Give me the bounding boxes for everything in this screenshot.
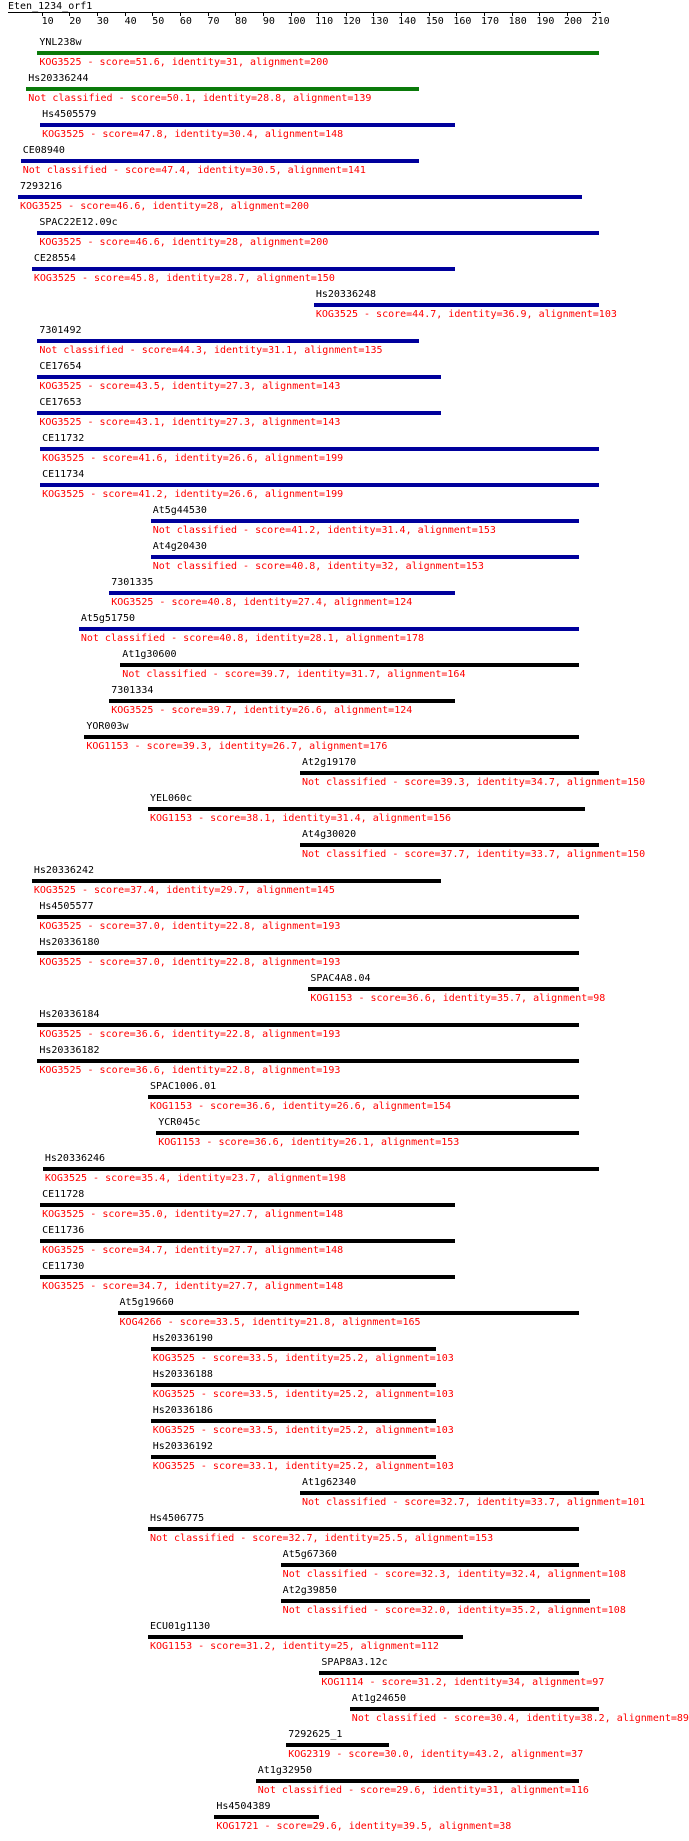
hit-bar[interactable]: [43, 1167, 599, 1171]
hit-name[interactable]: YCR045c: [158, 1117, 201, 1128]
hit-bar[interactable]: [151, 519, 580, 523]
hit-annotation: KOG3525 - score=41.2, identity=26.6, alignment=199: [42, 489, 344, 500]
hit-bar[interactable]: [118, 1311, 580, 1315]
hit-annotation: Not classified - score=32.0, identity=35.2, alignment=108: [282, 1605, 626, 1616]
axis-tick-label: 120: [342, 16, 361, 27]
hit-bar[interactable]: [308, 987, 579, 991]
hit-name[interactable]: CE11728: [42, 1189, 85, 1200]
hit-bar[interactable]: [32, 267, 455, 271]
hit-annotation: Not classified - score=40.8, identity=28.1, alignment=178: [80, 633, 424, 644]
hit-name[interactable]: At1g24650: [351, 1693, 406, 1704]
hit-annotation: KOG3525 - score=33.5, identity=25.2, alignment=103: [152, 1425, 454, 1436]
hit-bar[interactable]: [286, 1743, 388, 1747]
hit-bar[interactable]: [350, 1707, 599, 1711]
axis-tick-label: 20: [69, 16, 82, 27]
hit-name[interactable]: Hs20336186: [152, 1405, 213, 1416]
hit-annotation: KOG4266 - score=33.5, identity=21.8, alignment=165: [119, 1317, 421, 1328]
hit-bar[interactable]: [319, 1671, 579, 1675]
hit-name[interactable]: CE11730: [42, 1261, 85, 1272]
hit-bar[interactable]: [79, 627, 579, 631]
hit-name[interactable]: At2g19170: [302, 757, 357, 768]
axis-tick-label: 90: [262, 16, 275, 27]
hit-annotation: KOG1153 - score=39.3, identity=26.7, alignment=176: [86, 741, 388, 752]
axis-tick-label: 130: [370, 16, 389, 27]
hit-bar[interactable]: [40, 483, 599, 487]
axis-tick-label: 30: [96, 16, 109, 27]
hit-bar[interactable]: [148, 1095, 579, 1099]
axis-tick-label: 110: [315, 16, 334, 27]
hit-annotation: KOG3525 - score=45.8, identity=28.7, alignment=150: [33, 273, 335, 284]
hit-name[interactable]: Hs4505577: [39, 901, 94, 912]
hit-name[interactable]: ECU01g1130: [149, 1621, 211, 1632]
hit-name[interactable]: Hs20336244: [28, 73, 89, 84]
hit-name[interactable]: At4g20430: [152, 541, 207, 552]
hit-annotation: Not classified - score=32.7, identity=33.7, alignment=101: [302, 1497, 646, 1508]
hit-name[interactable]: At1g62340: [302, 1477, 357, 1488]
hit-bar[interactable]: [21, 159, 419, 163]
hit-bar[interactable]: [151, 1419, 436, 1423]
hit-annotation: Not classified - score=41.2, identity=31.4, alignment=153: [152, 525, 496, 536]
axis-tick-label: 170: [481, 16, 500, 27]
axis-tick-label: 180: [508, 16, 527, 27]
hit-name[interactable]: 7301334: [111, 685, 154, 696]
hit-name[interactable]: YOR003w: [86, 721, 129, 732]
hit-bar[interactable]: [32, 879, 441, 883]
hit-bar[interactable]: [281, 1563, 580, 1567]
hit-name[interactable]: At5g44530: [152, 505, 207, 516]
hit-name[interactable]: Hs4504389: [216, 1801, 271, 1812]
hit-bar[interactable]: [84, 735, 579, 739]
hit-bar[interactable]: [120, 663, 579, 667]
hit-name[interactable]: Hs20336246: [44, 1153, 106, 1164]
hit-name[interactable]: At5g67360: [282, 1549, 337, 1560]
hit-bar[interactable]: [314, 303, 599, 307]
axis-tick-label: 160: [453, 16, 472, 27]
axis-tick-label: 210: [591, 16, 610, 27]
axis-tick-label: 140: [398, 16, 417, 27]
hit-name[interactable]: At4g30020: [302, 829, 357, 840]
hit-name[interactable]: At2g39850: [282, 1585, 337, 1596]
hit-annotation: KOG2319 - score=30.0, identity=43.2, alignment=37: [288, 1749, 584, 1760]
hit-name[interactable]: CE08940: [22, 145, 65, 156]
hit-annotation: KOG1153 - score=38.1, identity=31.4, alignment=156: [149, 813, 451, 824]
hit-annotation: Not classified - score=39.7, identity=31.7, alignment=164: [122, 669, 466, 680]
hit-annotation: KOG3525 - score=43.1, identity=27.3, alignment=143: [39, 417, 341, 428]
hit-name[interactable]: Hs20336188: [152, 1369, 213, 1380]
axis-tick-label: 50: [152, 16, 165, 27]
hit-annotation: Not classified - score=44.3, identity=31.1, alignment=135: [39, 345, 383, 356]
hit-name[interactable]: CE11732: [42, 433, 85, 444]
hit-annotation: Not classified - score=39.3, identity=34.7, alignment=150: [302, 777, 646, 788]
hit-name[interactable]: SPAC4A8.04: [310, 973, 371, 984]
hit-annotation: KOG1153 - score=36.6, identity=26.6, alignment=154: [149, 1101, 451, 1112]
axis-tick-label: 100: [287, 16, 306, 27]
hit-bar[interactable]: [37, 1023, 579, 1027]
hit-annotation: Not classified - score=32.3, identity=32.4, alignment=108: [282, 1569, 626, 1580]
hit-name[interactable]: At5g19660: [119, 1297, 174, 1308]
hit-annotation: KOG3525 - score=46.6, identity=28, alignment=200: [39, 237, 329, 248]
axis-tick-label: 70: [207, 16, 220, 27]
hit-name[interactable]: 7301492: [39, 325, 82, 336]
hit-name[interactable]: Hs20336242: [33, 865, 95, 876]
hit-name[interactable]: Hs20336248: [315, 289, 377, 300]
query-name: Eten_1234_orf1: [8, 1, 93, 12]
hit-bar[interactable]: [37, 51, 598, 55]
hit-annotation: KOG3525 - score=33.1, identity=25.2, alignment=103: [152, 1461, 454, 1472]
hit-annotation: KOG1721 - score=29.6, identity=39.5, alignment=38: [216, 1821, 512, 1832]
hit-bar[interactable]: [151, 555, 580, 559]
hit-bar[interactable]: [214, 1815, 319, 1819]
hit-bar[interactable]: [37, 339, 419, 343]
hit-annotation: KOG3525 - score=35.0, identity=27.7, alignment=148: [42, 1209, 344, 1220]
hit-name[interactable]: YNL238w: [39, 37, 82, 48]
hit-annotation: KOG3525 - score=40.8, identity=27.4, alignment=124: [111, 597, 413, 608]
hit-bar[interactable]: [40, 447, 599, 451]
hit-annotation: Not classified - score=30.4, identity=38.2, alignment=89: [351, 1713, 689, 1724]
hit-name[interactable]: SPAC22E12.09c: [39, 217, 118, 228]
hit-bar[interactable]: [151, 1347, 436, 1351]
hit-bar[interactable]: [256, 1779, 580, 1783]
hit-bar[interactable]: [156, 1131, 579, 1135]
hit-bar[interactable]: [18, 195, 582, 199]
hit-annotation: KOG3525 - score=37.0, identity=22.8, alignment=193: [39, 957, 341, 968]
hit-bar[interactable]: [37, 375, 441, 379]
hit-name[interactable]: 7301335: [111, 577, 154, 588]
hit-bar[interactable]: [109, 699, 455, 703]
hit-bar[interactable]: [40, 123, 455, 127]
hit-annotation: KOG3525 - score=51.6, identity=31, alignment=200: [39, 57, 329, 68]
hit-bar[interactable]: [300, 771, 599, 775]
hit-bar[interactable]: [37, 1059, 579, 1063]
hit-annotation: Not classified - score=40.8, identity=32, alignment=153: [152, 561, 484, 572]
hit-name[interactable]: Hs20336192: [152, 1441, 213, 1452]
hit-name[interactable]: YEL060c: [149, 793, 193, 804]
hit-name[interactable]: CE11736: [42, 1225, 85, 1236]
hit-annotation: KOG1153 - score=36.6, identity=35.7, alignment=98: [310, 993, 606, 1004]
hit-annotation: KOG1153 - score=31.2, identity=25, alignment=112: [149, 1641, 439, 1652]
hit-annotation: KOG3525 - score=39.7, identity=26.6, alignment=124: [111, 705, 413, 716]
hit-name[interactable]: Hs4506775: [149, 1513, 205, 1524]
hit-name[interactable]: Hs20336184: [39, 1009, 100, 1020]
hit-annotation: KOG3525 - score=41.6, identity=26.6, alignment=199: [42, 453, 344, 464]
hit-bar[interactable]: [148, 1527, 579, 1531]
hit-bar[interactable]: [300, 1491, 599, 1495]
hit-annotation: KOG3525 - score=37.4, identity=29.7, alignment=145: [33, 885, 335, 896]
axis-tick-label: 200: [563, 16, 583, 27]
hit-name[interactable]: CE17653: [39, 397, 82, 408]
axis-tick-label: 60: [179, 16, 192, 27]
axis-tick-label: 190: [536, 16, 555, 27]
hit-name[interactable]: At1g30600: [122, 649, 177, 660]
hit-bar[interactable]: [37, 231, 598, 235]
hit-name[interactable]: At5g51750: [80, 613, 136, 624]
hit-annotation: KOG3525 - score=36.6, identity=22.8, alignment=193: [39, 1029, 341, 1040]
hit-name[interactable]: SPAC1006.01: [149, 1081, 217, 1092]
hit-annotation: KOG3525 - score=46.6, identity=28, alignment=200: [20, 201, 309, 212]
hit-name[interactable]: SPAP8A3.12c: [321, 1657, 388, 1668]
hit-bar[interactable]: [40, 1203, 455, 1207]
hit-bar[interactable]: [148, 1635, 463, 1639]
hit-annotation: KOG1114 - score=31.2, identity=34, alignment=97: [321, 1677, 605, 1688]
hit-bar[interactable]: [26, 87, 419, 91]
axis-tick-label: 150: [425, 16, 444, 27]
hit-name[interactable]: 7292625_1: [288, 1729, 343, 1740]
hit-name[interactable]: CE17654: [39, 361, 82, 372]
hit-name[interactable]: Hs20336190: [152, 1333, 213, 1344]
hit-annotation: KOG1153 - score=36.6, identity=26.1, alignment=153: [158, 1137, 460, 1148]
hit-annotation: KOG3525 - score=37.0, identity=22.8, alignment=193: [39, 921, 341, 932]
hit-name[interactable]: Hs20336180: [39, 937, 100, 948]
hit-bar[interactable]: [151, 1455, 436, 1459]
hit-annotation: KOG3525 - score=33.5, identity=25.2, alignment=103: [152, 1389, 454, 1400]
hit-bar[interactable]: [40, 1275, 455, 1279]
hit-name[interactable]: Hs20336182: [39, 1045, 100, 1056]
hit-annotation: KOG3525 - score=35.4, identity=23.7, alignment=198: [44, 1173, 346, 1184]
hit-bar[interactable]: [109, 591, 455, 595]
axis-tick-label: 40: [124, 16, 137, 27]
hit-name[interactable]: Hs4505579: [42, 109, 97, 120]
hit-annotation: KOG3525 - score=43.5, identity=27.3, alignment=143: [39, 381, 341, 392]
hit-name[interactable]: CE11734: [42, 469, 85, 480]
hit-bar[interactable]: [37, 411, 441, 415]
hit-annotation: KOG3525 - score=34.7, identity=27.7, alignment=148: [42, 1245, 344, 1256]
hit-annotation: KOG3525 - score=33.5, identity=25.2, alignment=103: [152, 1353, 454, 1364]
hit-annotation: KOG3525 - score=34.7, identity=27.7, alignment=148: [42, 1281, 344, 1292]
axis-tick-label: 10: [41, 16, 54, 27]
hit-name[interactable]: At1g32950: [257, 1765, 312, 1776]
hit-annotation: Not classified - score=32.7, identity=25.5, alignment=153: [149, 1533, 494, 1544]
hit-bar[interactable]: [37, 951, 579, 955]
hit-annotation: KOG3525 - score=44.7, identity=36.9, alignment=103: [315, 309, 617, 320]
hit-name[interactable]: CE28554: [33, 253, 76, 264]
hit-bar[interactable]: [151, 1383, 436, 1387]
hit-bar[interactable]: [148, 807, 585, 811]
hit-annotation: Not classified - score=47.4, identity=30.5, alignment=141: [22, 165, 366, 176]
hit-bar[interactable]: [300, 843, 599, 847]
hit-name[interactable]: 7293216: [20, 181, 63, 192]
hit-annotation: Not classified - score=37.7, identity=33.7, alignment=150: [302, 849, 646, 860]
hit-bar[interactable]: [37, 915, 579, 919]
hit-bar[interactable]: [40, 1239, 455, 1243]
hit-bar[interactable]: [281, 1599, 591, 1603]
axis-tick-label: 80: [235, 16, 248, 27]
hit-annotation: KOG3525 - score=47.8, identity=30.4, alignment=148: [42, 129, 344, 140]
hit-annotation: Not classified - score=29.6, identity=31, alignment=116: [257, 1785, 589, 1796]
hit-annotation: Not classified - score=50.1, identity=28.8, alignment=139: [28, 93, 372, 104]
hit-annotation: KOG3525 - score=36.6, identity=22.8, alignment=193: [39, 1065, 341, 1076]
